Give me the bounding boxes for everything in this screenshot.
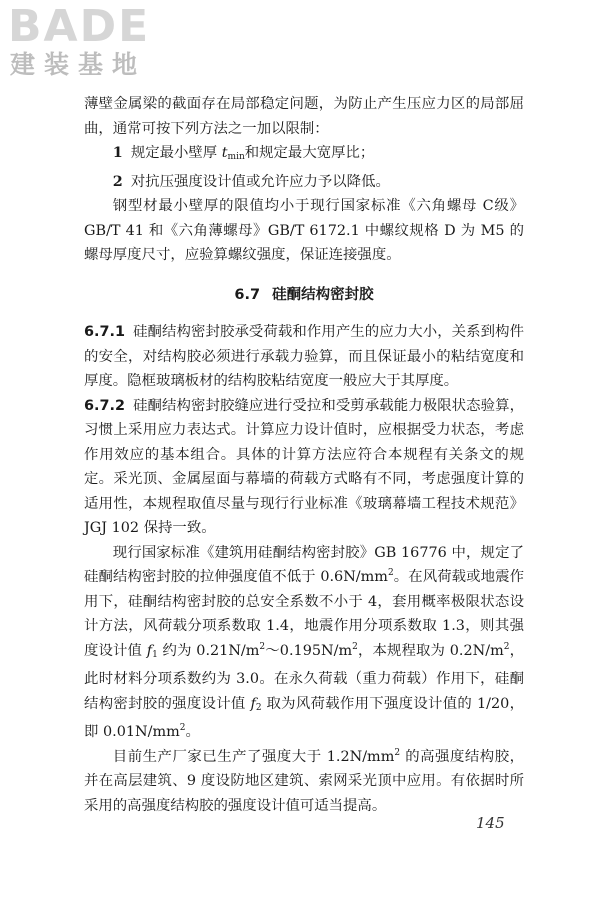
text-run: 的高强度结构胶，并在高层建筑、9 度设防地区建筑、索网采光顶中应用。有依据时所采用的高强度结构胶的强度设计值可适当提高。: [84, 748, 525, 814]
body-paragraph: 钢型材最小壁厚的限值均小于现行国家标准《六角螺母 C级》GB/T 41 和《六角薄螺母》GB/T 6172.1 中螺纹规格 D 为 M5 的螺母厚度尺寸，应验算螺纹强度，保证连接强度。: [84, 198, 524, 263]
list-item-1: [84, 141, 524, 170]
section-title: 硅酮结构密封胶: [272, 286, 374, 303]
body-paragraph: [84, 745, 524, 819]
logo-subtitle: 建装基地: [10, 50, 147, 79]
brand-logo: [8, 1, 183, 84]
section-heading: [84, 283, 524, 308]
clause-number: 6.7.1: [84, 324, 125, 340]
strength-variable: f: [250, 695, 256, 712]
intro-paragraph: 薄壁金属梁的截面存在局部稳定问题，为防止产生压应力区的局部屈曲，通常可按下列方法之一加以限制：: [84, 96, 524, 137]
text-run: 目前生产厂家已生产了强度大于 1.2N/mm: [112, 748, 395, 765]
list-item-2: [84, 170, 524, 195]
text-run: 。: [185, 724, 200, 740]
subscript: 2: [255, 702, 262, 713]
subscript: 1: [152, 649, 158, 660]
strength-variable: f: [146, 642, 153, 659]
logo-brand-text: BADE: [8, 1, 151, 52]
list-item-number: 2: [112, 172, 123, 190]
superscript: 2: [179, 723, 186, 733]
list-item-text: 和规定最大宽厚比；: [244, 145, 375, 161]
superscript: 2: [259, 641, 266, 652]
text-run: 现行国家标准《建筑用硅酮结构密封胶》GB 16776 中，规定了硅酮结构密封胶的拉伸强度值不低于 0.6N/mm: [84, 544, 524, 585]
text-run: 约为 0.21N/m: [157, 642, 260, 659]
superscript: 2: [352, 641, 358, 652]
list-item-number: 1: [112, 144, 123, 161]
superscript: 2: [503, 641, 510, 652]
section-number: 6.7: [234, 286, 261, 303]
text-run: ～0.195N/m: [265, 642, 353, 659]
text-run: 取为风荷载作用下强度设计值的 1/20，即 0.01N/mm: [84, 695, 525, 740]
list-item-text: 规定最小壁厚: [130, 145, 222, 161]
superscript: 2: [394, 747, 401, 758]
clause-text: 硅酮结构密封胶缝应进行受拉和受剪承载能力极限状态验算，习惯上采用应力表达式。计算应力设计值时，应根据受力状态，考虑作用效应的基本组合。具体的计算方法应符合本规程有关条文的规定。采光顶、金属屋面与幕墙的荷载方式略有不同，考虑强度计算的适用性，本规程取值尽量与现行行业标准《玻璃幕墙工程技术规范》JGJ 102 保持一致。: [84, 397, 524, 536]
thickness-variable: t: [221, 145, 228, 161]
clause-number: 6.7.2: [84, 397, 125, 414]
page-number: 145: [476, 814, 505, 832]
clause-text: 硅酮结构密封胶承受荷载和作用产生的应力大小，关系到构件的安全，对结构胶必须进行承载力验算，而且保证最小的粘结宽度和厚度。隐框玻璃板材的结构胶粘结宽度一般应大于其厚度。: [84, 324, 524, 389]
body-paragraph: [84, 541, 524, 745]
clause-6-7-1: [84, 320, 524, 394]
page-body: [84, 92, 524, 818]
text-run: 。在风荷载或地震作用下，硅酮结构密封胶的总安全系数不小于 4，套用概率极限状态设计方法，风荷载分项系数取 1.4，地震作用分项系数取 1.3，则其强度设计值: [84, 569, 524, 659]
list-item-text: 对抗压强度设计值或允许应力予以降低。: [130, 173, 390, 190]
clause-6-7-2: [84, 394, 524, 541]
superscript: 2: [387, 568, 394, 578]
text-run: ，本规程取为 0.2N/m: [357, 642, 504, 659]
text-run: ，此时材料分项系数约为 3.0。在永久荷载（重力荷载）作用下，硅酮结构密封胶的强度设计值: [84, 642, 525, 712]
thickness-subscript: min: [227, 152, 245, 162]
